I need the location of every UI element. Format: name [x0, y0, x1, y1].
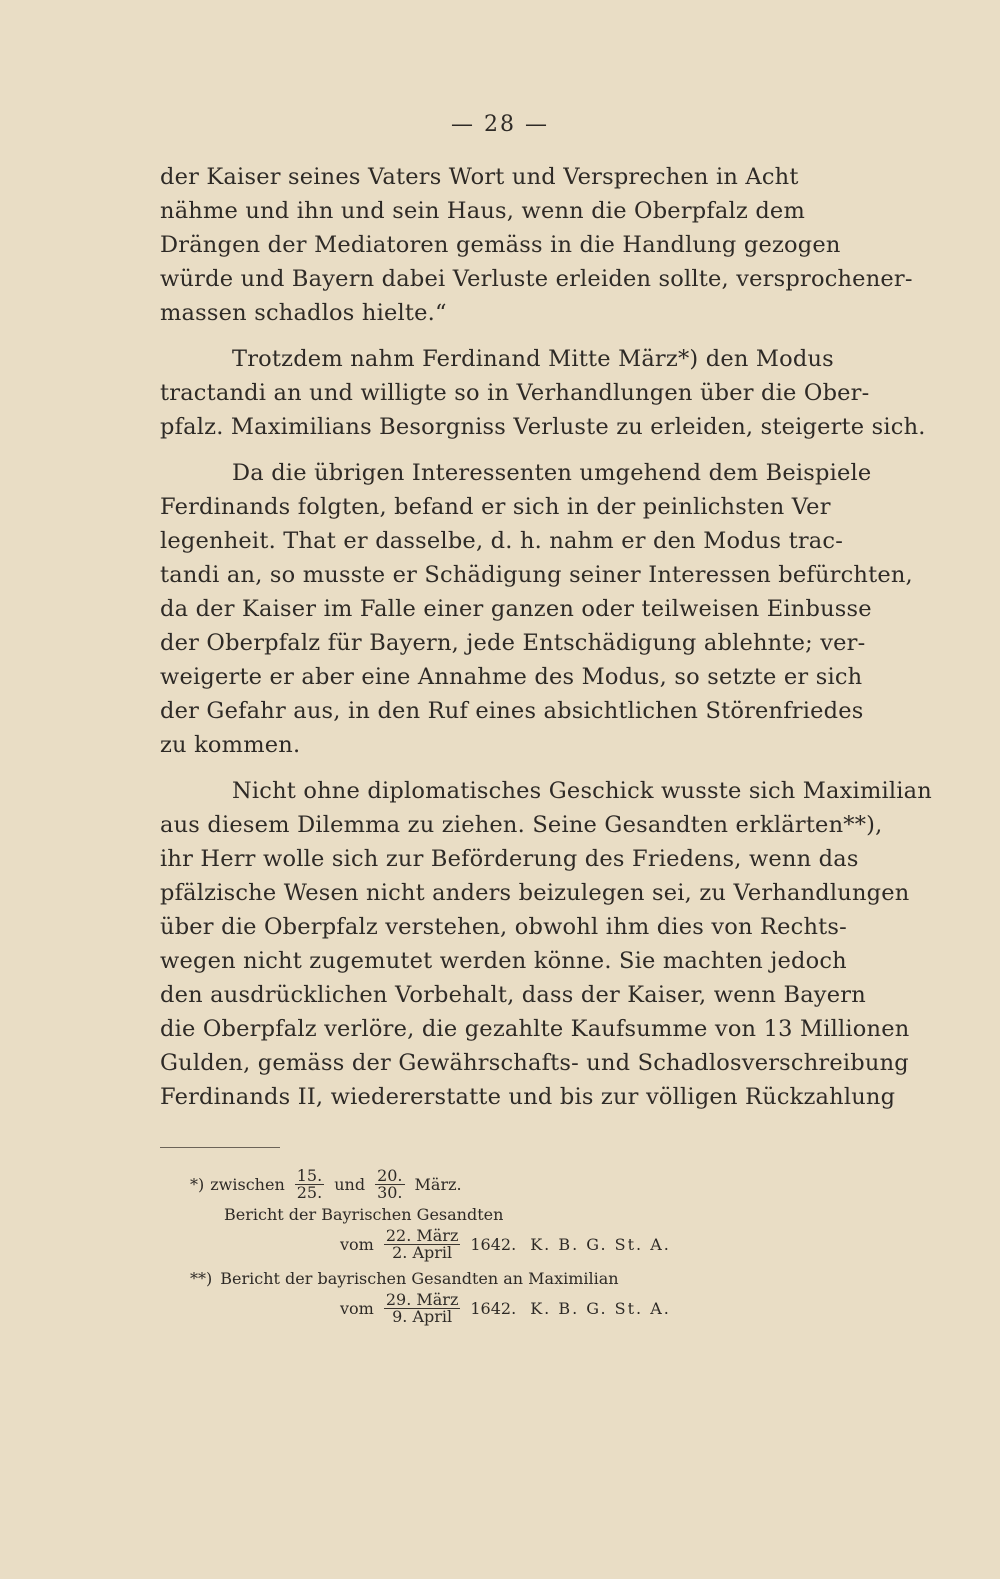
paragraph-gap — [160, 444, 920, 456]
footnote-year: 1642. — [470, 1235, 517, 1254]
footnote-text: vom — [340, 1235, 374, 1254]
text-line: zu kommen. — [160, 732, 301, 758]
text-line: wegen nicht zugemutet werden könne. Sie machten jedoch — [160, 948, 847, 974]
fraction-numerator: 20. — [377, 1166, 403, 1185]
fraction-denominator: 30. — [377, 1183, 403, 1202]
date-fraction — [384, 1228, 461, 1261]
text-line: ihr Herr wolle sich zur Beförderung des Friedens, wenn das — [160, 846, 859, 872]
footnote-marker: **) — [190, 1269, 213, 1288]
text-line: da der Kaiser im Falle einer ganzen oder teilweisen Einbusse — [160, 596, 872, 622]
footnote-rule — [160, 1147, 280, 1148]
page-number: — 28 — — [451, 112, 549, 137]
text-line: über die Oberpfalz verstehen, obwohl ihm dies von Rechts- — [160, 914, 847, 940]
footnote-text: März. — [414, 1175, 462, 1194]
footnote-source: K. B. G. St. A. — [530, 1299, 671, 1318]
text-line: Da die übrigen Interessenten umgehend dem Beispiele — [232, 460, 872, 486]
text-line: pfälzische Wesen nicht anders beizulegen sei, zu Verhandlungen — [160, 880, 910, 906]
footnote-1 — [190, 1168, 750, 1201]
footnote-1-line2: Bericht der Bayrischen Gesandten — [224, 1205, 504, 1224]
body-text — [160, 160, 932, 1114]
text-line: massen schadlos hielte.“ — [160, 300, 447, 326]
text-line: aus diesem Dilemma zu ziehen. Seine Gesandten erklärten**), — [160, 812, 883, 838]
text-line: der Oberpfalz für Bayern, jede Entschädigung ablehnte; ver- — [160, 630, 866, 656]
text-line: tandi an, so musste er Schädigung seiner Interessen befürchten, — [160, 562, 913, 588]
text-line: legenheit. That er dasselbe, d. h. nahm er den Modus trac- — [160, 528, 844, 554]
text-line: der Kaiser seines Vaters Wort und Versprechen in Acht — [160, 164, 799, 190]
text-line: Ferdinands II, wiedererstatte und bis zur völligen Rückzahlung — [160, 1084, 896, 1110]
text-line: Ferdinands folgten, befand er sich in der peinlichsten Ver — [160, 494, 831, 520]
footnote-source: K. B. G. St. A. — [530, 1235, 671, 1254]
fraction-denominator: 2. April — [392, 1243, 453, 1262]
text-line: tractandi an und willigte so in Verhandlungen über die Ober- — [160, 380, 870, 406]
text-line: der Gefahr aus, in den Ruf eines absichtlichen Störenfriedes — [160, 698, 864, 724]
footnote-text: Bericht der bayrischen Gesandten an Maximilian — [220, 1269, 619, 1288]
footnote-text: zwischen — [210, 1175, 285, 1194]
footnote-marker: *) — [190, 1175, 205, 1194]
footnote-text: vom — [340, 1299, 374, 1318]
text-line: den ausdrücklichen Vorbehalt, dass der Kaiser, wenn Bayern — [160, 982, 866, 1008]
text-line: nähme und ihn und sein Haus, wenn die Oberpfalz dem — [160, 198, 805, 224]
footnote-2-citation — [340, 1292, 750, 1325]
fraction-numerator: 15. — [296, 1166, 323, 1185]
fraction-numerator: 22. März — [385, 1226, 459, 1245]
text-line: weigerte er aber eine Annahme des Modus, so setzte er sich — [160, 664, 863, 690]
date-fraction — [384, 1292, 461, 1325]
date-fraction — [375, 1168, 404, 1201]
text-line: pfalz. Maximilians Besorgniss Verluste zu erleiden, steigerte sich. — [160, 414, 926, 440]
paragraph-gap — [160, 330, 920, 342]
text-line: Trotzdem nahm Ferdinand Mitte März*) den Modus — [232, 346, 834, 372]
date-fraction — [295, 1168, 324, 1201]
fraction-denominator: 9. April — [392, 1307, 453, 1326]
paragraph-gap — [160, 762, 920, 774]
text-line: Drängen der Mediatoren gemäss in die Handlung gezogen — [160, 232, 841, 258]
text-line: die Oberpfalz verlöre, die gezahlte Kaufsumme von 13 Millionen — [160, 1016, 910, 1042]
fraction-denominator: 25. — [296, 1183, 323, 1202]
footnote-2 — [190, 1269, 750, 1288]
footnotes — [190, 1168, 750, 1325]
fraction-numerator: 29. März — [385, 1290, 459, 1309]
text-line: Nicht ohne diplomatisches Geschick wusste sich Maximilian — [232, 778, 932, 804]
text-line: Gulden, gemäss der Gewährschafts- und Schadlosverschreibung — [160, 1050, 909, 1076]
footnote-text: und — [334, 1175, 366, 1194]
text-line: würde und Bayern dabei Verluste erleiden sollte, versprochener- — [160, 266, 913, 292]
footnote-1-citation — [340, 1228, 750, 1261]
footnote-year: 1642. — [470, 1299, 517, 1318]
